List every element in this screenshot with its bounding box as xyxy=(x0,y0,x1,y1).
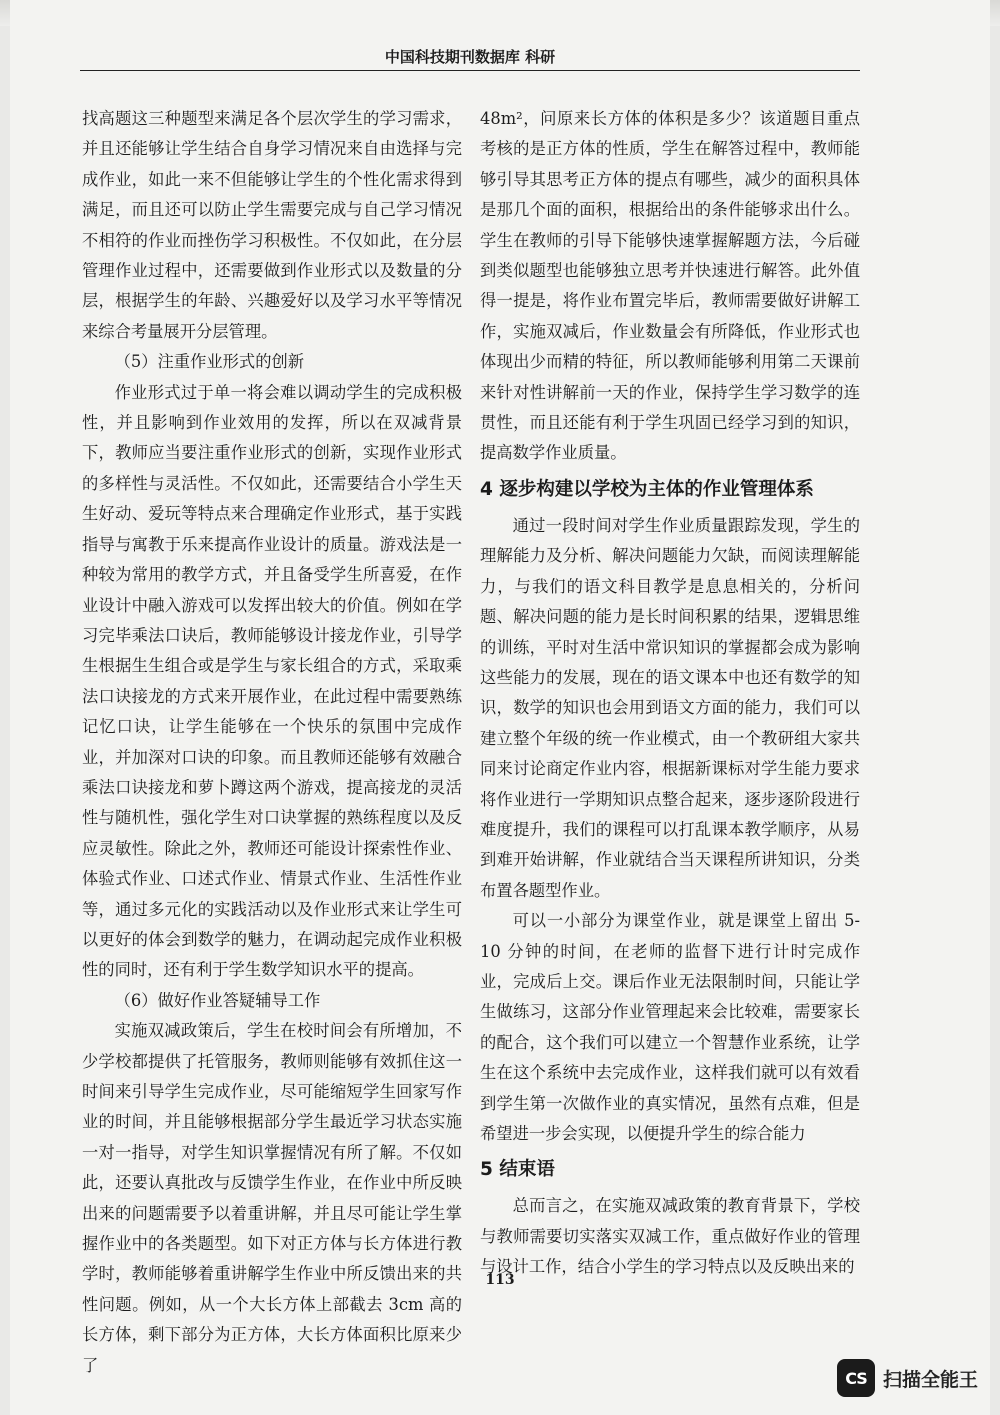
subsection-heading: （6）做好作业答疑辅导工作 xyxy=(114,990,321,1010)
header-rule xyxy=(80,70,860,71)
paragraph: 总而言之，在实施双减政策的教育背景下，学校与教师需要切实落实双减工作，重点做好作业的管理与设计工作，结合小学生的学习特点以及反映出来的 xyxy=(480,1196,860,1277)
camscanner-logo-icon: CS xyxy=(837,1359,875,1397)
paragraph: 通过一段时间对学生作业质量跟踪发现，学生的理解能力及分析、解决问题能力欠缺，而阅读理解能力，与我们的语文科目教学是息息相关的，分析问题、解决问题的能力是长时间积累的结果，逻辑思维的训练，平时对生活中常识知识的掌握都会成为影响这些能力的发展，现在的语文课本中也还有数学的知识，数学的知识也会用到语文方面的能力，我们可以建立整个年级的统一作业模式，由一个教研组大家共同来讨论商定作业内容，根据新课标对学生能力要求将作业进行一学期知识点整合起来，逐步逐阶段进行难度提升，我们的课程可以打乱课本教学顺序，从易到难开始讲解，作业就结合当天课程所讲知识，分类布置各题型作业。 xyxy=(480,515,860,900)
paragraph: 48m²，问原来长方体的体积是多少？该道题目重点考核的是正方体的性质，学生在解答过程中，教师能够引导其思考正方体的提点有哪些，减少的面积具体是那几个面的面积，根据给出的条件能够求出什么。学生在教师的引导下能够快速掌握解题方法，今后碰到类似题型也能够独立思考并快速进行解答。此外值得一提是，将作业布置完毕后，教师需要做好讲解工作，实施双减后，作业数量会有所降低，作业形式也体现出少而精的特征，所以教师能够利用第二天课前来针对性讲解前一天的作业，保持学生学习数学的连贯性，而且还能有利于学生巩固已经学习到的知识，提高数学作业质量。 xyxy=(480,109,860,463)
paragraph: 可以一小部分为课堂作业，就是课堂上留出 5-10 分钟的时间，在老师的监督下进行计时完成作业，完成后上交。课后作业无法限制时间，只能让学生做练习，这部分作业管理起来会比较难，需要家长的配合，这个我们可以建立一个智慧作业系统，让学生在这个系统中去完成作业，这样我们就可以有效看到学生第一次做作业的真实情况，虽然有点难，但是希望进一步会实现，以便提升学生的综合能力 xyxy=(480,911,860,1143)
scanner-watermark xyxy=(837,1359,978,1397)
page-number: 113 xyxy=(485,1272,515,1288)
paragraph: 找高题这三种题型来满足各个层次学生的学习需求，并且还能够让学生结合自身学习情况来自由选择与完成作业，如此一来不但能够让学生的个性化需求得到满足，而且还可以防止学生需要完成与自己学习情况不相符的作业而挫伤学习积极性。不仅如此，在分层管理作业过程中，还需要做到作业形式以及数量的分层，根据学生的年龄、兴趣爱好以及学习水平等情况来综合考量展开分层管理。 xyxy=(82,109,462,341)
paragraph: 作业形式过于单一将会难以调动学生的完成积极性，并且影响到作业效用的发挥，所以在双减背景下，教师应当要注重作业形式的创新，实现作业形式的多样性与灵活性。不仅如此，还需要结合小学生天生好动、爱玩等特点来合理确定作业形式，基于实践指导与寓教于乐来提高作业设计的质量。游戏法是一种较为常用的教学方式，并且备受学生所喜爱，在作业设计中融入游戏可以发挥出较大的价值。例如在学习完毕乘法口诀后，教师能够设计接龙作业，引导学生根据生生组合或是学生与家长组合的方式，采取乘法口诀接龙的方式来开展作业，在此过程中需要熟练记忆口诀，让学生能够在一个快乐的氛围中完成作业，并加深对口诀的印象。而且教师还能够有效融合乘法口诀接龙和萝卜蹲这两个游戏，提高接龙的灵活性与随机性，强化学生对口诀掌握的熟练程度以及反应灵敏性。除此之外，教师还可能设计探索性作业、体验式作业、口述式作业、情景式作业、生活性作业等，通过多元化的实践活动以及作业形式来让学生可以更好的体会到数学的魅力，在调动起完成作业积极性的同时，还有利于学生数学知识水平的提高。 xyxy=(82,382,462,980)
journal-header: 中国科技期刊数据库 科研 xyxy=(384,48,556,66)
left-column xyxy=(82,104,462,1381)
section-heading: 4 逐步构建以学校为主体的作业管理体系 xyxy=(480,478,814,500)
paragraph: 实施双减政策后，学生在校时间会有所增加，不少学校都提供了托管服务，教师则能够有效抓住这一时间来引导学生完成作业，尽可能缩短学生回家写作业的时间，并且能够根据部分学生最近学习状态实施一对一指导，对学生知识掌握情况有所了解。不仅如此，还要认真批改与反馈学生作业，在作业中所反映出来的问题需要予以着重讲解，并且尽可能让学生掌握作业中的各类题型。如下对正方体与长方体进行教学时，教师能够着重讲解学生作业中所反馈出来的共性问题。例如，从一个大长方体上部截去 3cm 高的长方体，剩下部分为正方体，大长方体面积比原来少了 xyxy=(82,1021,462,1375)
watermark-app-name: 扫描全能王 xyxy=(882,1368,978,1391)
subsection-heading: （5）注重作业形式的创新 xyxy=(114,352,305,372)
right-column xyxy=(480,104,860,1283)
section-heading: 5 结束语 xyxy=(480,1159,555,1181)
